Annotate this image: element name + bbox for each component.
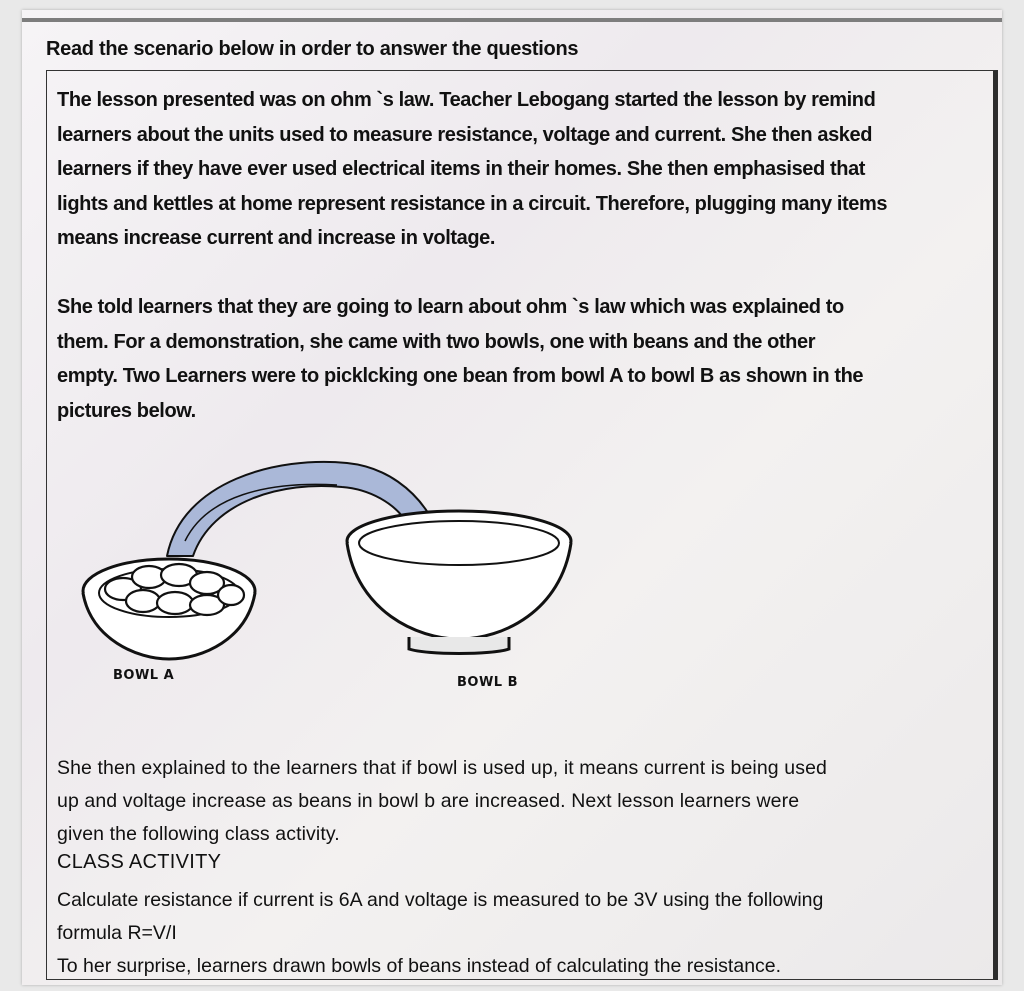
text-line: given the following class activity. — [57, 823, 340, 845]
text-line: The lesson presented was on ohm `s law. Teacher Lebogang started the lesson by remind — [57, 89, 876, 111]
text-line: learners about the units used to measure resistance, voltage and current. She then asked — [57, 123, 873, 146]
text-line: To her surprise, learners drawn bowls of beans instead of calculating the resistance. — [57, 955, 782, 977]
top-rule — [22, 18, 1002, 22]
scenario-paragraph-2 — [57, 290, 972, 428]
text-line: lights and kettles at home represent resistance in a circuit. Therefore, plugging many items — [57, 192, 888, 215]
text-line: pictures below. — [57, 399, 196, 422]
scenario-paragraph-3 — [57, 752, 972, 851]
text-line: She then explained to the learners that if bowl is used up, it means current is being used — [57, 757, 827, 779]
instructions-heading: Read the scenario below in order to answer the questions — [46, 38, 579, 60]
text-line: formula R=V/I — [57, 922, 177, 944]
text-line: means increase current and increase in voltage. — [57, 227, 496, 249]
document-page — [22, 10, 1002, 985]
text-line: empty. Two Learners were to picklcking one bean from bowl A to bowl B as shown in the — [57, 365, 864, 387]
class-activity-heading: CLASS ACTIVITY — [57, 851, 222, 873]
empty-bowl-icon — [347, 511, 571, 654]
text-line: them. For a demonstration, she came with two bowls, one with beans and the other — [57, 330, 816, 353]
text-line: up and voltage increase as beans in bowl b are increased. Next lesson learners were — [57, 790, 800, 812]
text-line: Calculate resistance if current is 6A and voltage is measured to be 3V using the following — [57, 889, 824, 911]
bowl-b-label: BOWL B — [457, 675, 519, 690]
text-line: She told learners that they are going to learn about ohm `s law which was explained to — [57, 296, 844, 318]
closing-paragraph — [57, 950, 972, 983]
activity-question — [57, 884, 972, 950]
text-line: learners if they have ever used electrical items in their homes. She then emphasised that — [57, 158, 866, 180]
scenario-box — [46, 70, 998, 980]
bowls-illustration — [47, 441, 987, 761]
scenario-paragraph-1 — [57, 83, 972, 256]
bowl-a-label: BOWL A — [113, 668, 175, 683]
bowl-with-beans-icon — [83, 559, 255, 659]
